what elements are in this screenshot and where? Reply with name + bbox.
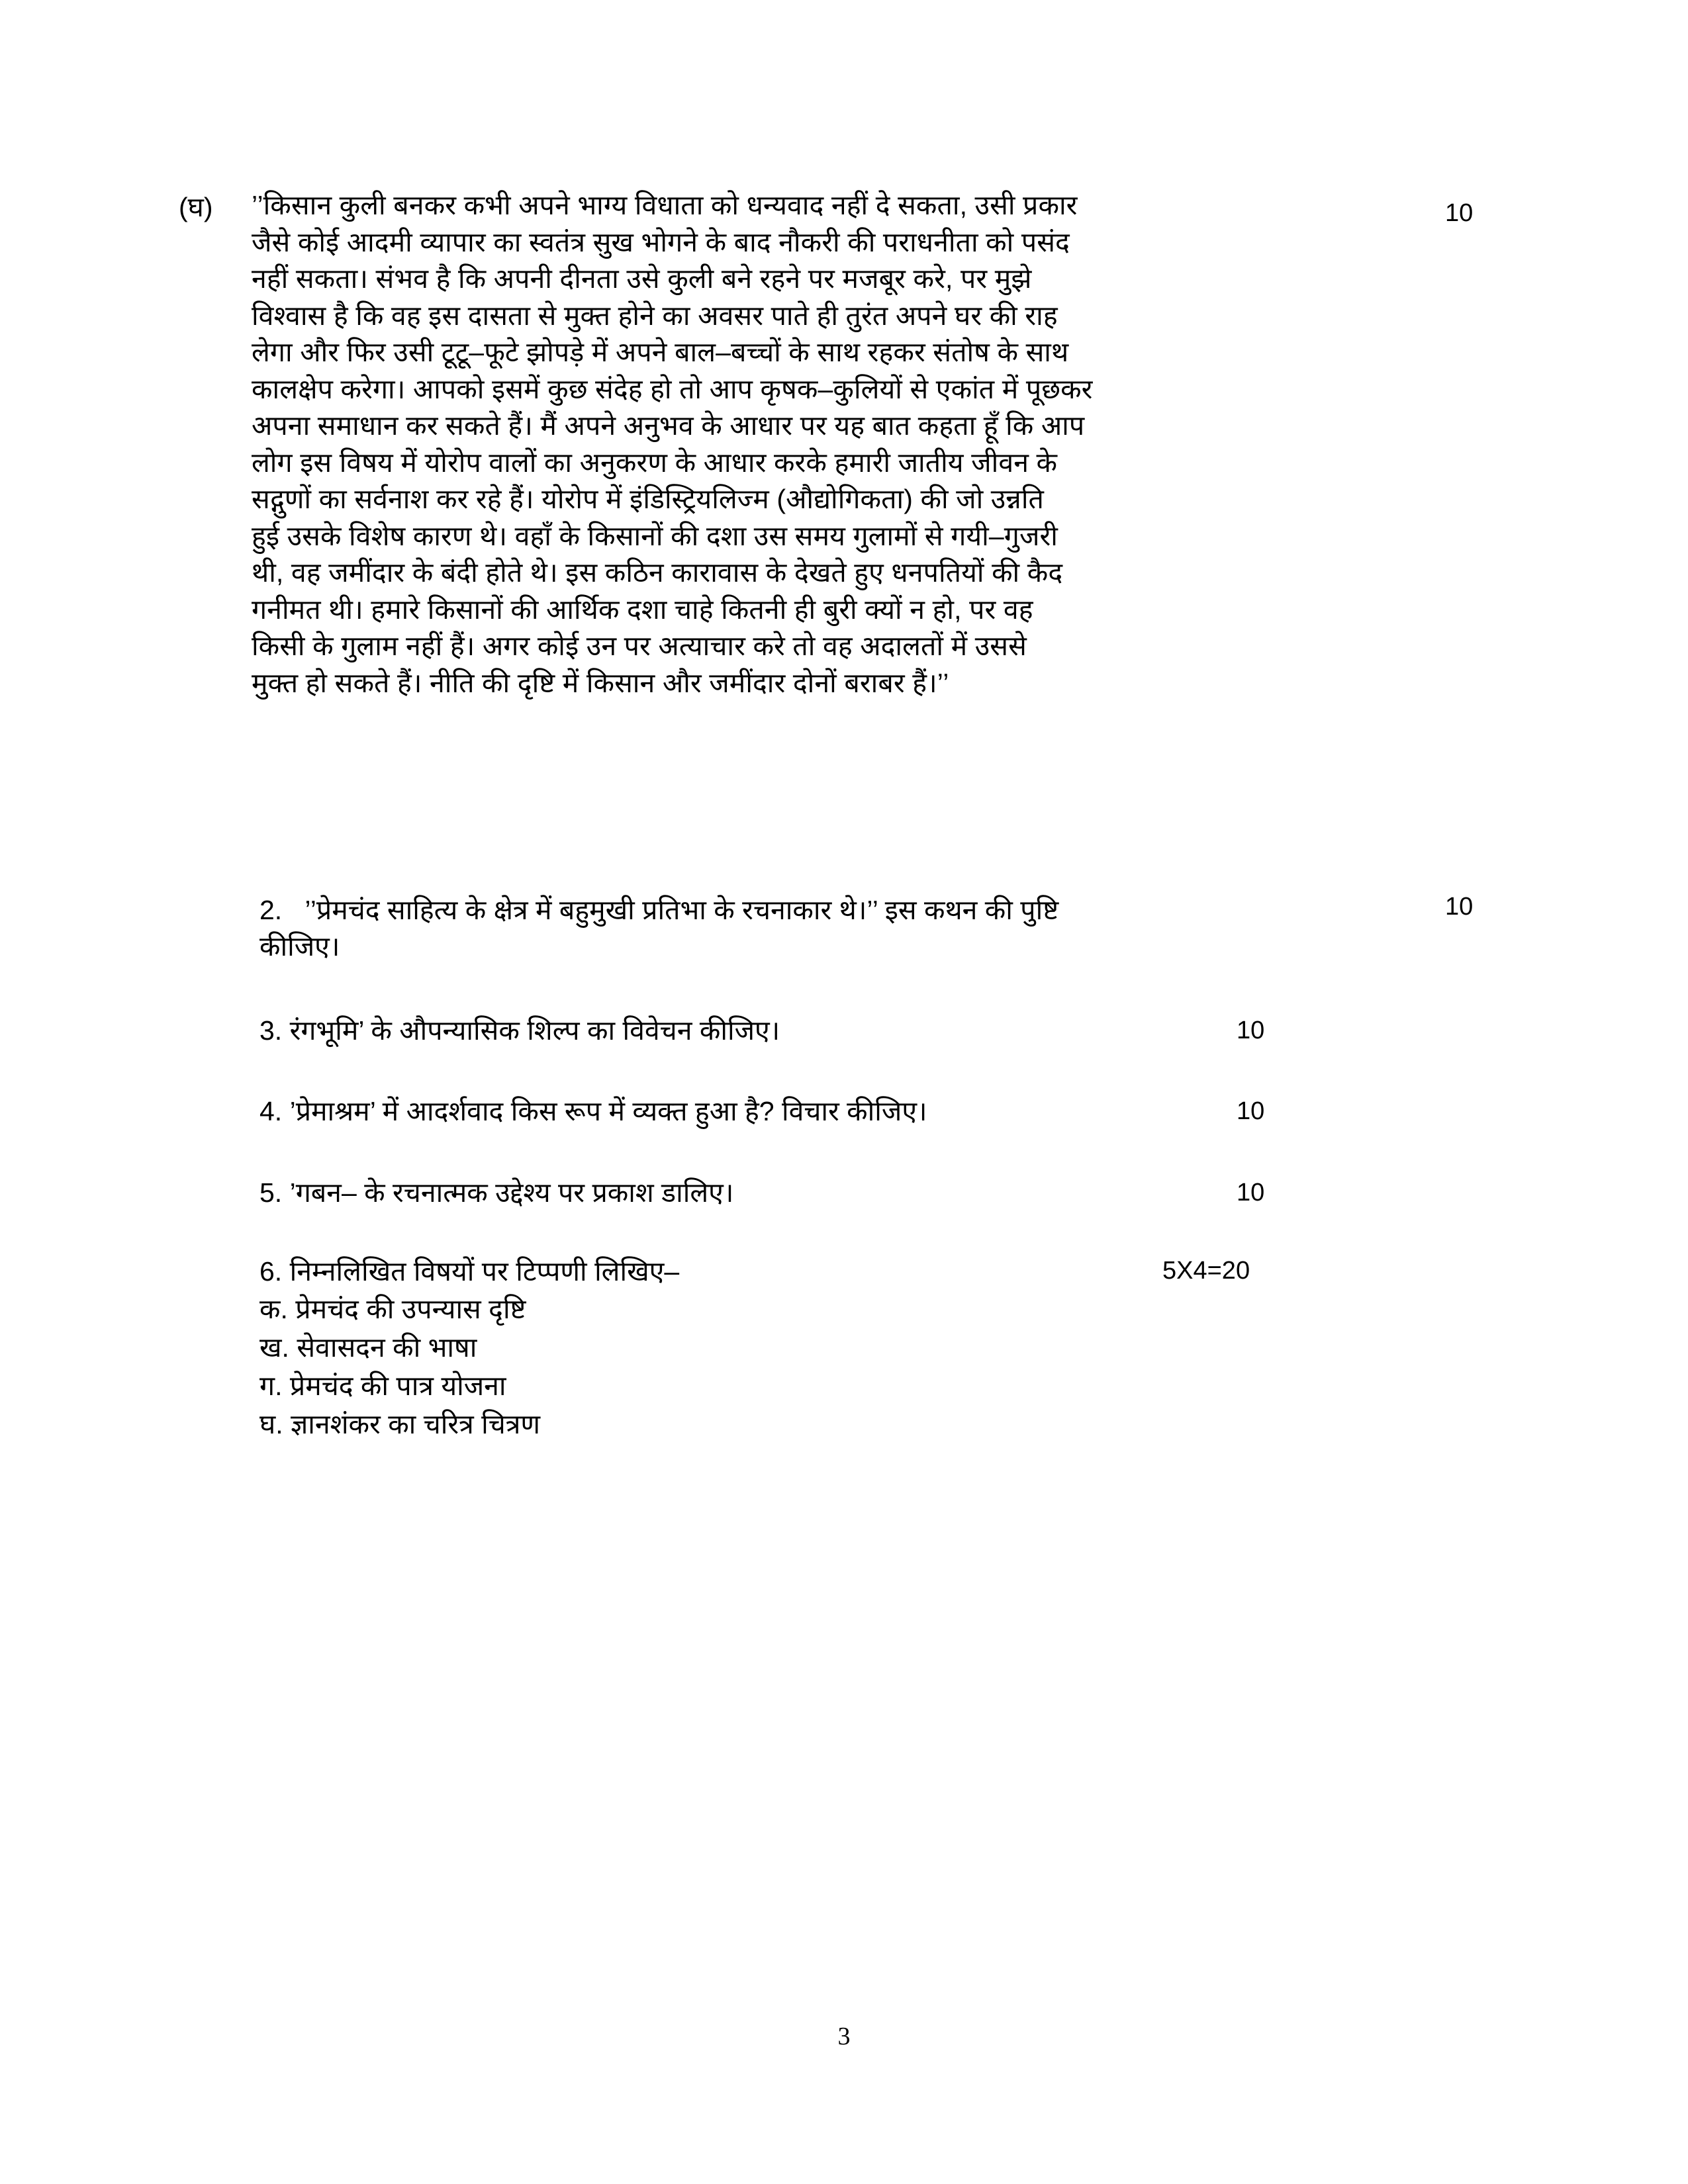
question-4: 4. ’प्रेमाश्रम’ में आदर्शवाद किस रूप में व्यक्त हुआ है? विचार कीजिए।	[259, 1096, 927, 1126]
question-2-text-line-1: ’’प्रेमचंद साहित्य के क्षेत्र में बहुमुखी प्रतिभा के रचनाकार थे।’’ इस कथन की पुष्टि	[305, 895, 1059, 925]
question-6-sub-item: ग. प्रेमचंद की पात्र योजना	[259, 1371, 506, 1401]
passage-line: अपना समाधान कर सकते हैं। मैं अपने अनुभव के आधार पर यह बात कहता हूँ कि आप	[252, 410, 1085, 441]
passage-line: मुक्त हो सकते हैं। नीति की दृष्टि में किसान और जमींदार दोनों बराबर हैं।’’	[252, 667, 949, 698]
question-2-number: 2.	[259, 895, 283, 925]
passage-line: थी, वह जमींदार के बंदी होते थे। इस कठिन कारावास के देखते हुए धनपतियों की कैद	[252, 557, 1063, 588]
question-5-marks: 10	[1237, 1179, 1265, 1206]
passage-line: लेगा और फिर उसी टूटू–फूटे झोपड़े में अपने बाल–बच्चों के साथ रहकर संतोष के साथ	[252, 337, 1069, 367]
passage-line: किसी के गुलाम नहीं हैं। अगर कोई उन पर अत्याचार करे तो वह अदालतों में उससे	[252, 631, 1027, 661]
question-3: 3. रंगभूमि’ के औपन्यासिक शिल्प का विवेचन कीजिए।	[259, 1015, 780, 1046]
question-2	[259, 892, 1372, 965]
page-number: 3	[837, 2023, 851, 2050]
question-2-line-1	[259, 892, 1372, 929]
question-6-sub-item: ख. सेवासदन की भाषा	[259, 1332, 477, 1363]
passage-marker: (घ)	[179, 192, 213, 222]
question-6-sub-item: क. प्रेमचंद की उपन्यास दृष्टि	[259, 1294, 526, 1324]
passage-body	[252, 187, 1344, 702]
passage-marks: 10	[1445, 199, 1474, 227]
question-4-marks: 10	[1237, 1097, 1265, 1125]
question-3-marks: 10	[1237, 1017, 1265, 1044]
question-2-marks: 10	[1445, 893, 1474, 921]
passage-line: कालक्षेप करेगा। आपको इसमें कुछ संदेह हो तो आप कृषक–कुलियों से एकांत में पूछकर	[252, 373, 1093, 404]
passage-line: सद्गुणों का सर्वनाश कर रहे हैं। योरोप में इंडिस्ट्रियलिज्म (औद्योगिकता) की जो उन्नति	[252, 484, 1044, 514]
passage-row	[179, 187, 1542, 702]
passage-line: नहीं सकता। संभव है कि अपनी दीनता उसे कुली बने रहने पर मजबूर करे, पर मुझे	[252, 263, 1032, 294]
passage-line: ’’किसान कुली बनकर कभी अपने भाग्य विधाता को धन्यवाद नहीं दे सकता, उसी प्रकार	[252, 190, 1078, 220]
question-6-marks: 5X4=20	[1162, 1257, 1250, 1285]
question-6-sub-item: घ. ज्ञानशंकर का चरित्र चित्रण	[259, 1409, 541, 1439]
question-6-heading: 6. निम्नलिखित विषयों पर टिप्पणी लिखिए–	[259, 1256, 680, 1287]
question-5: 5. ’गबन– के रचनात्मक उद्देश्य पर प्रकाश डालिए।	[259, 1177, 734, 1208]
passage-line: लोग इस विषय में योरोप वालों का अनुकरण के आधार करके हमारी जातीय जीवन के	[252, 447, 1058, 478]
passage-line: विश्वास है कि वह इस दासता से मुक्त होने का अवसर पाते ही तुरंत अपने घर की राह	[252, 300, 1058, 331]
question-2-text-line-2: कीजिए।	[259, 931, 340, 962]
passage-line: जैसे कोई आदमी व्यापार का स्वतंत्र सुख भोगने के बाद नौकरी की पराधनीता को पसंद	[252, 226, 1070, 257]
passage-line: हुई उसके विशेष कारण थे। वहाँ के किसानों की दशा उस समय गुलामों से गयी–गुजरी	[252, 520, 1058, 551]
passage-section	[179, 187, 1542, 702]
passage-line: गनीमत थी। हमारे किसानों की आर्थिक दशा चाहे कितनी ही बुरी क्यों न हो, पर वह	[252, 594, 1033, 625]
